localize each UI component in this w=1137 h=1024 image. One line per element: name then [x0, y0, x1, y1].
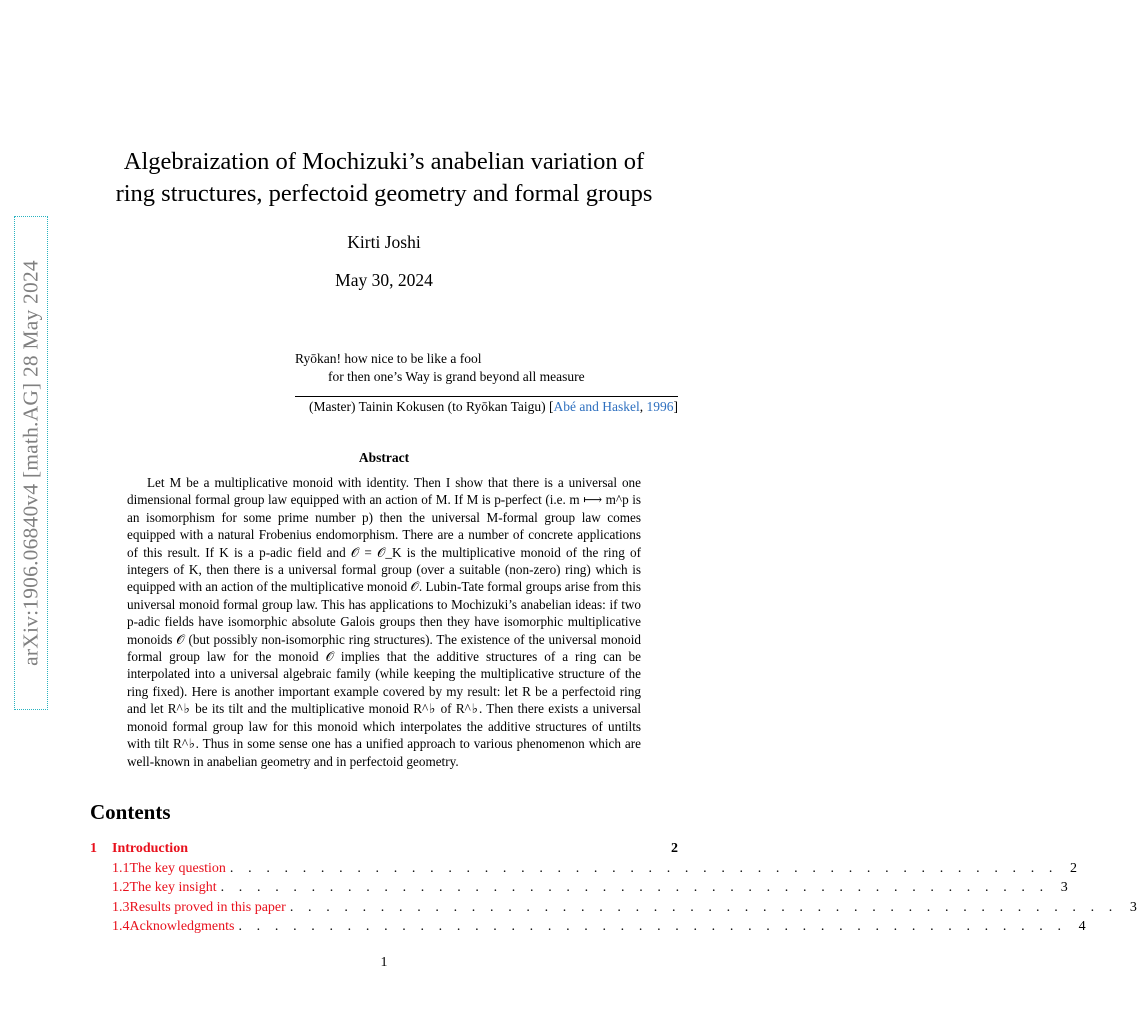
toc-entry-key-question[interactable] — [90, 860, 1078, 881]
toc-entry-acknowledgments[interactable] — [90, 919, 1086, 939]
toc-leader-dots: . . . . . . . . . . . . . . . . . . . . . . . . . . . . . . . . . . . . . . . . . . . . . . — [238, 919, 1067, 934]
toc-leader-dots: . . . . . . . . . . . . . . . . . . . . . . . . . . . . . . . . . . . . . . . . . . . . . . — [289, 899, 1118, 915]
toc-entry-results[interactable] — [90, 899, 1137, 920]
abstract-heading: Abstract — [358, 450, 410, 465]
toc-entry-number: 1.3 — [112, 899, 130, 915]
toc-entry-number: 1 — [90, 841, 97, 856]
toc-entry-page: 3 — [1129, 899, 1137, 915]
toc-entry-page: 2 — [671, 841, 678, 856]
toc-entry-title: The key question — [130, 861, 230, 877]
toc-leader-dots: . . . . . . . . . . . . . . . . . . . . . . . . . . . . . . . . . . . . . . . . . . . . . . — [220, 880, 1049, 895]
citation-year-link[interactable]: 1996 — [646, 399, 674, 414]
toc-entry-title: Acknowledgments — [130, 919, 239, 935]
paper-title — [90, 146, 678, 210]
contents-heading: Contents — [90, 800, 171, 824]
epigraph-line-1: Ryōkan! how nice to be like a fool — [295, 351, 482, 366]
toc-entry-number: 1.2 — [112, 880, 130, 895]
citation-authors-link[interactable]: Abé and Haskel — [553, 399, 640, 414]
epigraph-line-2: for then one’s Way is grand beyond all measure — [328, 369, 585, 384]
toc-entry-title: Results proved in this paper — [130, 900, 290, 916]
title-line-1: Algebraization of Mochizuki’s anabelian variation of — [123, 148, 645, 175]
author-name: Kirti Joshi — [347, 232, 421, 252]
toc-entry-page: 2 — [1070, 860, 1078, 876]
toc-entry-title: The key insight — [130, 880, 221, 896]
abstract-body: Let M be a multiplicative monoid with identity. Then I show that there is a universal one dimensional formal group law equipped with an action of M. If M is p-perfect (i.e. m ⟼ m^p is an isomorphism for some prime number p) then the universal M-formal group law comes equipped with a natural Frobenius endomorphism. There are a number of concrete applications of this result. If K is a p-adic field and 𝒪 = 𝒪_K is the multiplicative monoid of the ring of integers of K, then there is a universal formal group (over a suitable (non-zero) ring) which is equipped with an action of the multiplicative monoid 𝒪. Lubin-Tate formal groups arise from this universal monoid formal group law. This has applications to Mochizuki’s anabelian ideas: if two p-adic fields have isomorphic absolute Galois groups then they have isomorphic multiplicative monoids 𝒪 (but possibly non-isomorphic ring structures). The existence of the universal monoid formal group law for the monoid 𝒪 implies that the additive structures of a ring can be interpolated into a universal algebraic family (while keeping the multiplicative structure of the ring fixed). Here is another important example covered by my result: let R be a perfectoid ring and let R^♭ be its tilt and the multiplicative monoid R^♭ of R^♭. Then there exists a universal monoid formal group law for this monoid which interpolates the additive structures of untilts with tilt R^♭. Thus in some sense one has a unified approach to various phenomenon which are well-known in anabelian geometry and in perfectoid geometry. — [127, 475, 641, 769]
toc-entry-page: 3 — [1060, 880, 1068, 895]
citation-close-bracket: ] — [673, 399, 678, 414]
toc-entry-page: 4 — [1078, 919, 1086, 934]
toc-entry-number: 1.1 — [112, 860, 130, 876]
epigraph — [295, 350, 585, 386]
page-number: 1 — [380, 955, 388, 970]
paper-date: May 30, 2024 — [335, 270, 433, 290]
toc-entry-title: Introduction — [112, 841, 192, 857]
epigraph-attribution-text: (Master) Tainin Kokusen (to Ryōkan Taigu) [ — [308, 399, 554, 414]
citation-separator: , — [639, 399, 647, 414]
toc-leader-dots: . . . . . . . . . . . . . . . . . . . . . . . . . . . . . . . . . . . . . . . . . . . . . . — [229, 860, 1059, 876]
toc-entry-introduction[interactable] — [90, 841, 678, 861]
toc-entry-number: 1.4 — [112, 919, 130, 934]
toc-entry-key-insight[interactable] — [90, 880, 1068, 900]
epigraph-rule — [295, 396, 678, 397]
arxiv-stamp-text: arXiv:1906.06840v4 [math.AG] 28 May 2024 — [18, 260, 43, 666]
table-of-contents — [90, 841, 1137, 939]
epigraph-attribution — [309, 398, 678, 416]
title-line-2: ring structures, perfectoid geometry and formal groups — [115, 180, 653, 207]
